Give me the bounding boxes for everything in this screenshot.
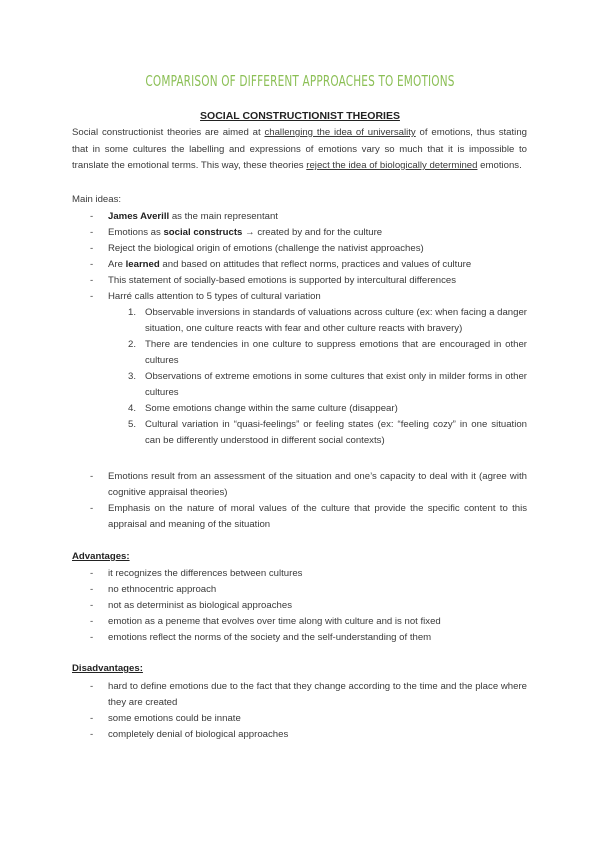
underlined-phrase: challenging the idea of universality xyxy=(264,127,416,138)
variation-item: 4. Some emotions change within the same culture (disappear) xyxy=(128,403,398,414)
variation-item: 1. Observable inversions in standards of valuations across culture (ex: when facing a danger situation, one culture reacts with fear and other culture reacts with bravery) xyxy=(128,307,527,334)
main-ideas-label: Main ideas: xyxy=(72,194,122,205)
disadvantages-list xyxy=(90,679,527,743)
variation-item: 3. Observations of extreme emotions in some cultures that exist only in milder forms in other cultures xyxy=(128,371,527,398)
advantages-label: Advantages: xyxy=(72,551,130,562)
list-item: - Emotions result from an assessment of the situation and one’s capacity to deal with it (agree with cognitive appraisal theories) xyxy=(90,469,527,501)
variation-item: 2. There are tendencies in one culture to suppress emotions that are encouraged in other cultures xyxy=(128,339,527,366)
list-item: - completely denial of biological approaches xyxy=(90,727,527,743)
advantages-list xyxy=(90,566,527,646)
list-item: - some emotions could be innate xyxy=(90,711,527,727)
variation-item: 5. Cultural variation in “quasi-feelings” or feeling states (ex: “feeling cozy” in one situation can be differently understood in different social contexts) xyxy=(128,419,527,446)
list-item: - hard to define emotions due to the fact that they change according to the time and the place where they are created xyxy=(90,679,527,711)
underlined-phrase: reject the idea of biologically determined xyxy=(306,160,478,171)
variation-list xyxy=(128,305,527,449)
main-ideas-list-continued xyxy=(90,469,527,533)
document-title: COMPARISON OF DIFFERENT APPROACHES TO EMOTIONS xyxy=(145,72,455,90)
list-item: - it recognizes the differences between cultures xyxy=(90,566,527,582)
list-item: - Harré calls attention to 5 types of cultural variation 1. Observable inversions in standards of valuations across culture (ex: when facing a danger situation, one culture reacts with fear and other culture reacts with bravery) 2. There are tendencies in one culture to suppress emotions that are encouraged in other cultures 3. Observations of extreme emotions in some cultures that exist only in milder forms in other cultures 4. Some emotions change within the same culture (disappear) 5. Cultural variation in “quasi-feelings” or feeling states (ex: “feeling cozy” in one situation can be differently understood in different social contexts) xyxy=(90,289,527,449)
list-item: - Emphasis on the nature of moral values of the culture that provide the specific content to this appraisal and meaning of the situation xyxy=(90,501,527,533)
intro-paragraph: Social constructionist theories are aimed at challenging the idea of universality of emotions, thus stating that in some cultures the labelling and expressions of emotions vary so much that it is impossible to translate the emotional terms. This way, these theories reject the idea of biologically determined emotions. xyxy=(72,127,527,171)
main-ideas-list xyxy=(90,209,527,449)
disadvantages-label: Disadvantages: xyxy=(72,663,143,674)
list-item: - emotion as a peneme that evolves over time along with culture and is not fixed xyxy=(90,614,527,630)
list-item: - James Averill as the main representant xyxy=(90,209,527,225)
list-item: - Emotions as social constructs → created by and for the culture xyxy=(90,225,527,241)
list-item: - emotions reflect the norms of the society and the self-understanding of them xyxy=(90,630,527,646)
list-item: - Reject the biological origin of emotions (challenge the nativist approaches) xyxy=(90,241,527,257)
list-item: - This statement of socially-based emotions is supported by intercultural differences xyxy=(90,273,527,289)
list-item: - Are learned and based on attitudes that reflect norms, practices and values of culture xyxy=(90,257,527,273)
list-item: - no ethnocentric approach xyxy=(90,582,527,598)
section-heading: SOCIAL CONSTRUCTIONIST THEORIES xyxy=(200,110,400,122)
list-item: - not as determinist as biological approaches xyxy=(90,598,527,614)
